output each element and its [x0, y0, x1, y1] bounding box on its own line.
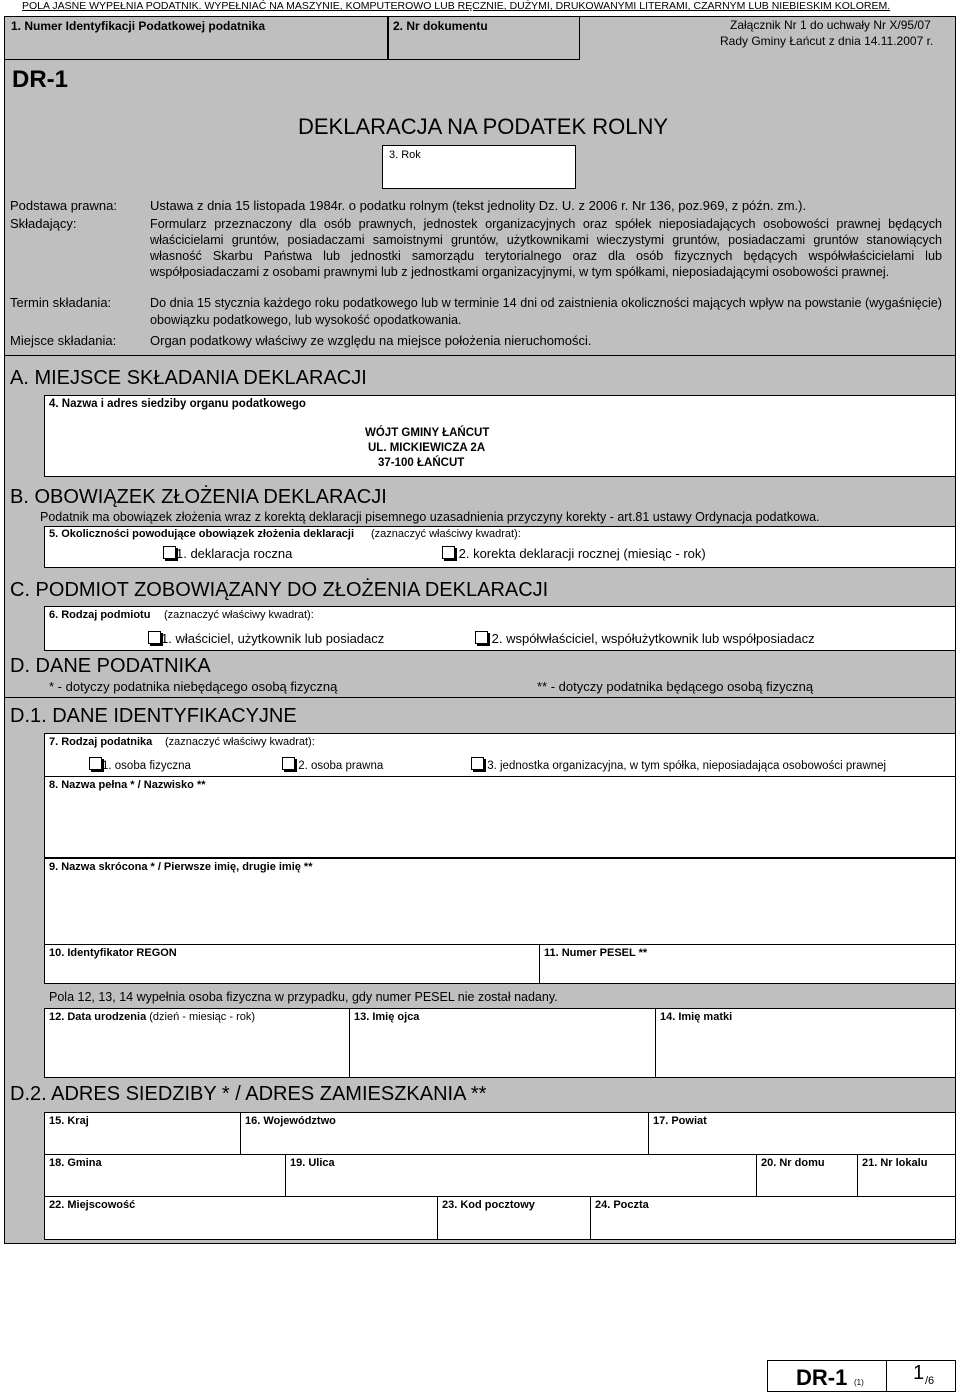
field-18-label: 18. Gmina [49, 1157, 102, 1169]
section-d-title: D. DANE PODATNIKA [10, 655, 211, 677]
top-notice: POLA JASNE WYPEŁNIA PODATNIK. WYPEŁNIAĆ NA MASZYNIE, KOMPUTEROWO LUB RĘCZNIE, DUŻYMI, DRUKOWANYMI LITERAMI, CZARNYM LUB NIEBIESKIM KOLOREM. [22, 0, 891, 12]
section-d2-title: D.2. ADRES SIEDZIBY * / ADRES ZAMIESZKANIA ** [10, 1083, 487, 1105]
podstawa-text: Ustawa z dnia 15 listopada 1984r. o podatku rolnym (tekst jednolity Dz. U. z 2006 r. Nr 136, poz.969, z późn. zm.). [150, 198, 807, 213]
field-8-label: 8. Nazwa pełna * / Nazwisko ** [49, 779, 206, 791]
field-15-label: 15. Kraj [49, 1115, 89, 1127]
field-14-label: 14. Imię matki [660, 1011, 733, 1023]
form-frame [4, 16, 956, 1244]
field-17-label: 17. Powiat [653, 1115, 707, 1127]
field-13-label: 13. Imię ojca [354, 1011, 420, 1023]
address-line-1: WÓJT GMINY ŁAŃCUT [365, 427, 490, 439]
field-23-label: 23. Kod pocztowy [442, 1199, 535, 1211]
page-total: /6 [925, 1375, 935, 1387]
field-9-label: 9. Nazwa skrócona * / Pierwsze imię, drugie imię ** [49, 861, 313, 873]
footer-code: DR-1 [796, 1365, 848, 1390]
field-12-label: 12. Data urodzenia [49, 1011, 147, 1023]
field-7-label: 7. Rodzaj podatnika [49, 736, 153, 748]
field-24-label: 24. Poczta [595, 1199, 649, 1211]
field-10-label: 10. Identyfikator REGON [49, 947, 177, 959]
footer-code-sub: (1) [854, 1378, 864, 1387]
field-16-label: 16. Województwo [245, 1115, 336, 1127]
field-19-label: 19. Ulica [290, 1157, 335, 1169]
option-legal-person-label: 2. osoba prawna [298, 760, 384, 772]
section-b-note: Podatnik ma obowiązek złożenia wraz z korektą deklaracji pisemnego uzasadnienia przyczyny korekty - art.81 ustawy Ordynacja podatkowa. [40, 510, 820, 524]
section-d1-title: D.1. DANE IDENTYFIKACYJNE [10, 705, 297, 727]
field-20-label: 20. Nr domu [761, 1157, 825, 1169]
podstawa-label: Podstawa prawna: [10, 198, 117, 213]
field-1-label: 1. Numer Identyfikacji Podatkowej podatnika [11, 19, 266, 33]
field-5-hint: (zaznaczyć właściwy kwadrat): [371, 528, 521, 540]
year-label: 3. Rok [389, 149, 421, 161]
field-6-label: 6. Rodzaj podmiotu [49, 609, 151, 621]
field-22-label: 22. Miejscowość [49, 1199, 136, 1211]
skladajacy-text: Formularz przeznaczony dla osób prawnych, jednostek organizacyjnych oraz spółek nieposiadających osobowości prawnej będących właścicielami gruntów, posiadaczami samoistnymi gruntów, użytkownikami wieczystymi gruntów, posiadaczami gruntów stanowiących własność Skarbu Państwa lub jednostki samorządu terytorialnego oraz dla osób fizycznych będących współwłaścicielami lub współposiadaczami z osobami prawnymi lub z jednostkami organizacyjnymi, w tym spółkami, nieposiadającymi osobowości prawnej. [150, 217, 942, 279]
termin-label: Termin składania: [10, 295, 112, 310]
field-11-label: 11. Numer PESEL ** [544, 947, 648, 959]
address-line-2: UL. MICKIEWICZA 2A [368, 442, 486, 454]
option-correction-label: 2. korekta deklaracji rocznej (miesiąc - rok) [458, 546, 706, 561]
address-line-3: 37-100 ŁAŃCUT [378, 457, 465, 469]
pesel-note: Pola 12, 13, 14 wypełnia osoba fizyczna w przypadku, gdy numer PESEL nie został nadany. [49, 990, 558, 1004]
form-title: DEKLARACJA NA PODATEK ROLNY [298, 114, 669, 139]
miejsce-text: Organ podatkowy właściwy ze względu na miejsce położenia nieruchomości. [150, 333, 592, 348]
field-2-label: 2. Nr dokumentu [393, 19, 488, 33]
footer-page-box [886, 1360, 956, 1392]
field-7-hint: (zaznaczyć właściwy kwadrat): [165, 736, 315, 748]
form-code: DR-1 [12, 66, 69, 93]
option-natural-person-label: 1. osoba fizyczna [102, 760, 191, 772]
option-owner-label: 1. właściciel, użytkownik lub posiadacz [161, 631, 385, 646]
section-d-note-1: * - dotyczy podatnika niebędącego osobą fizyczną [49, 679, 338, 694]
section-c-title: C. PODMIOT ZOBOWIĄZANY DO ZŁOŻENIA DEKLARACJI [10, 579, 549, 601]
section-b-title: B. OBOWIĄZEK ZŁOŻENIA DEKLARACJI [10, 486, 387, 508]
page-number: 1 [913, 1362, 925, 1384]
field-4-label: 4. Nazwa i adres siedziby organu podatkowego [49, 398, 306, 410]
field-12-hint: (dzień - miesiąc - rok) [149, 1011, 256, 1023]
field-6-hint: (zaznaczyć właściwy kwadrat): [164, 609, 314, 621]
attachment-line-1: Załącznik Nr 1 do uchwały Nr X/95/07 [730, 18, 931, 32]
miejsce-label: Miejsce składania: [10, 333, 117, 348]
footer-code-box [767, 1360, 887, 1392]
section-d-note-2: ** - dotyczy podatnika będącego osobą fizyczną [537, 679, 814, 694]
option-annual-label: 1. deklaracja roczna [176, 546, 293, 561]
field-5-label: 5. Okoliczności powodujące obowiązek złożenia deklaracji [49, 528, 355, 540]
option-organizational-unit-label: 3. jednostka organizacyjna, w tym spółka, nieposiadająca osobowości prawnej [487, 760, 887, 772]
skladajacy-label: Składający: [10, 216, 77, 231]
section-a-title: A. MIEJSCE SKŁADANIA DEKLARACJI [10, 367, 367, 389]
option-co-owner-label: 2. współwłaściciel, współużytkownik lub współposiadacz [491, 631, 815, 646]
field-21-label: 21. Nr lokalu [862, 1157, 928, 1169]
attachment-line-2: Rady Gminy Łańcut z dnia 14.11.2007 r. [720, 34, 934, 48]
termin-text: Do dnia 15 stycznia każdego roku podatkowego lub w terminie 14 dni od zaistnienia okoliczności mających wpływ na powstanie (wygaśnięcie) obowiązku podatkowego, lub wysokość opodatkowania. [150, 296, 942, 327]
